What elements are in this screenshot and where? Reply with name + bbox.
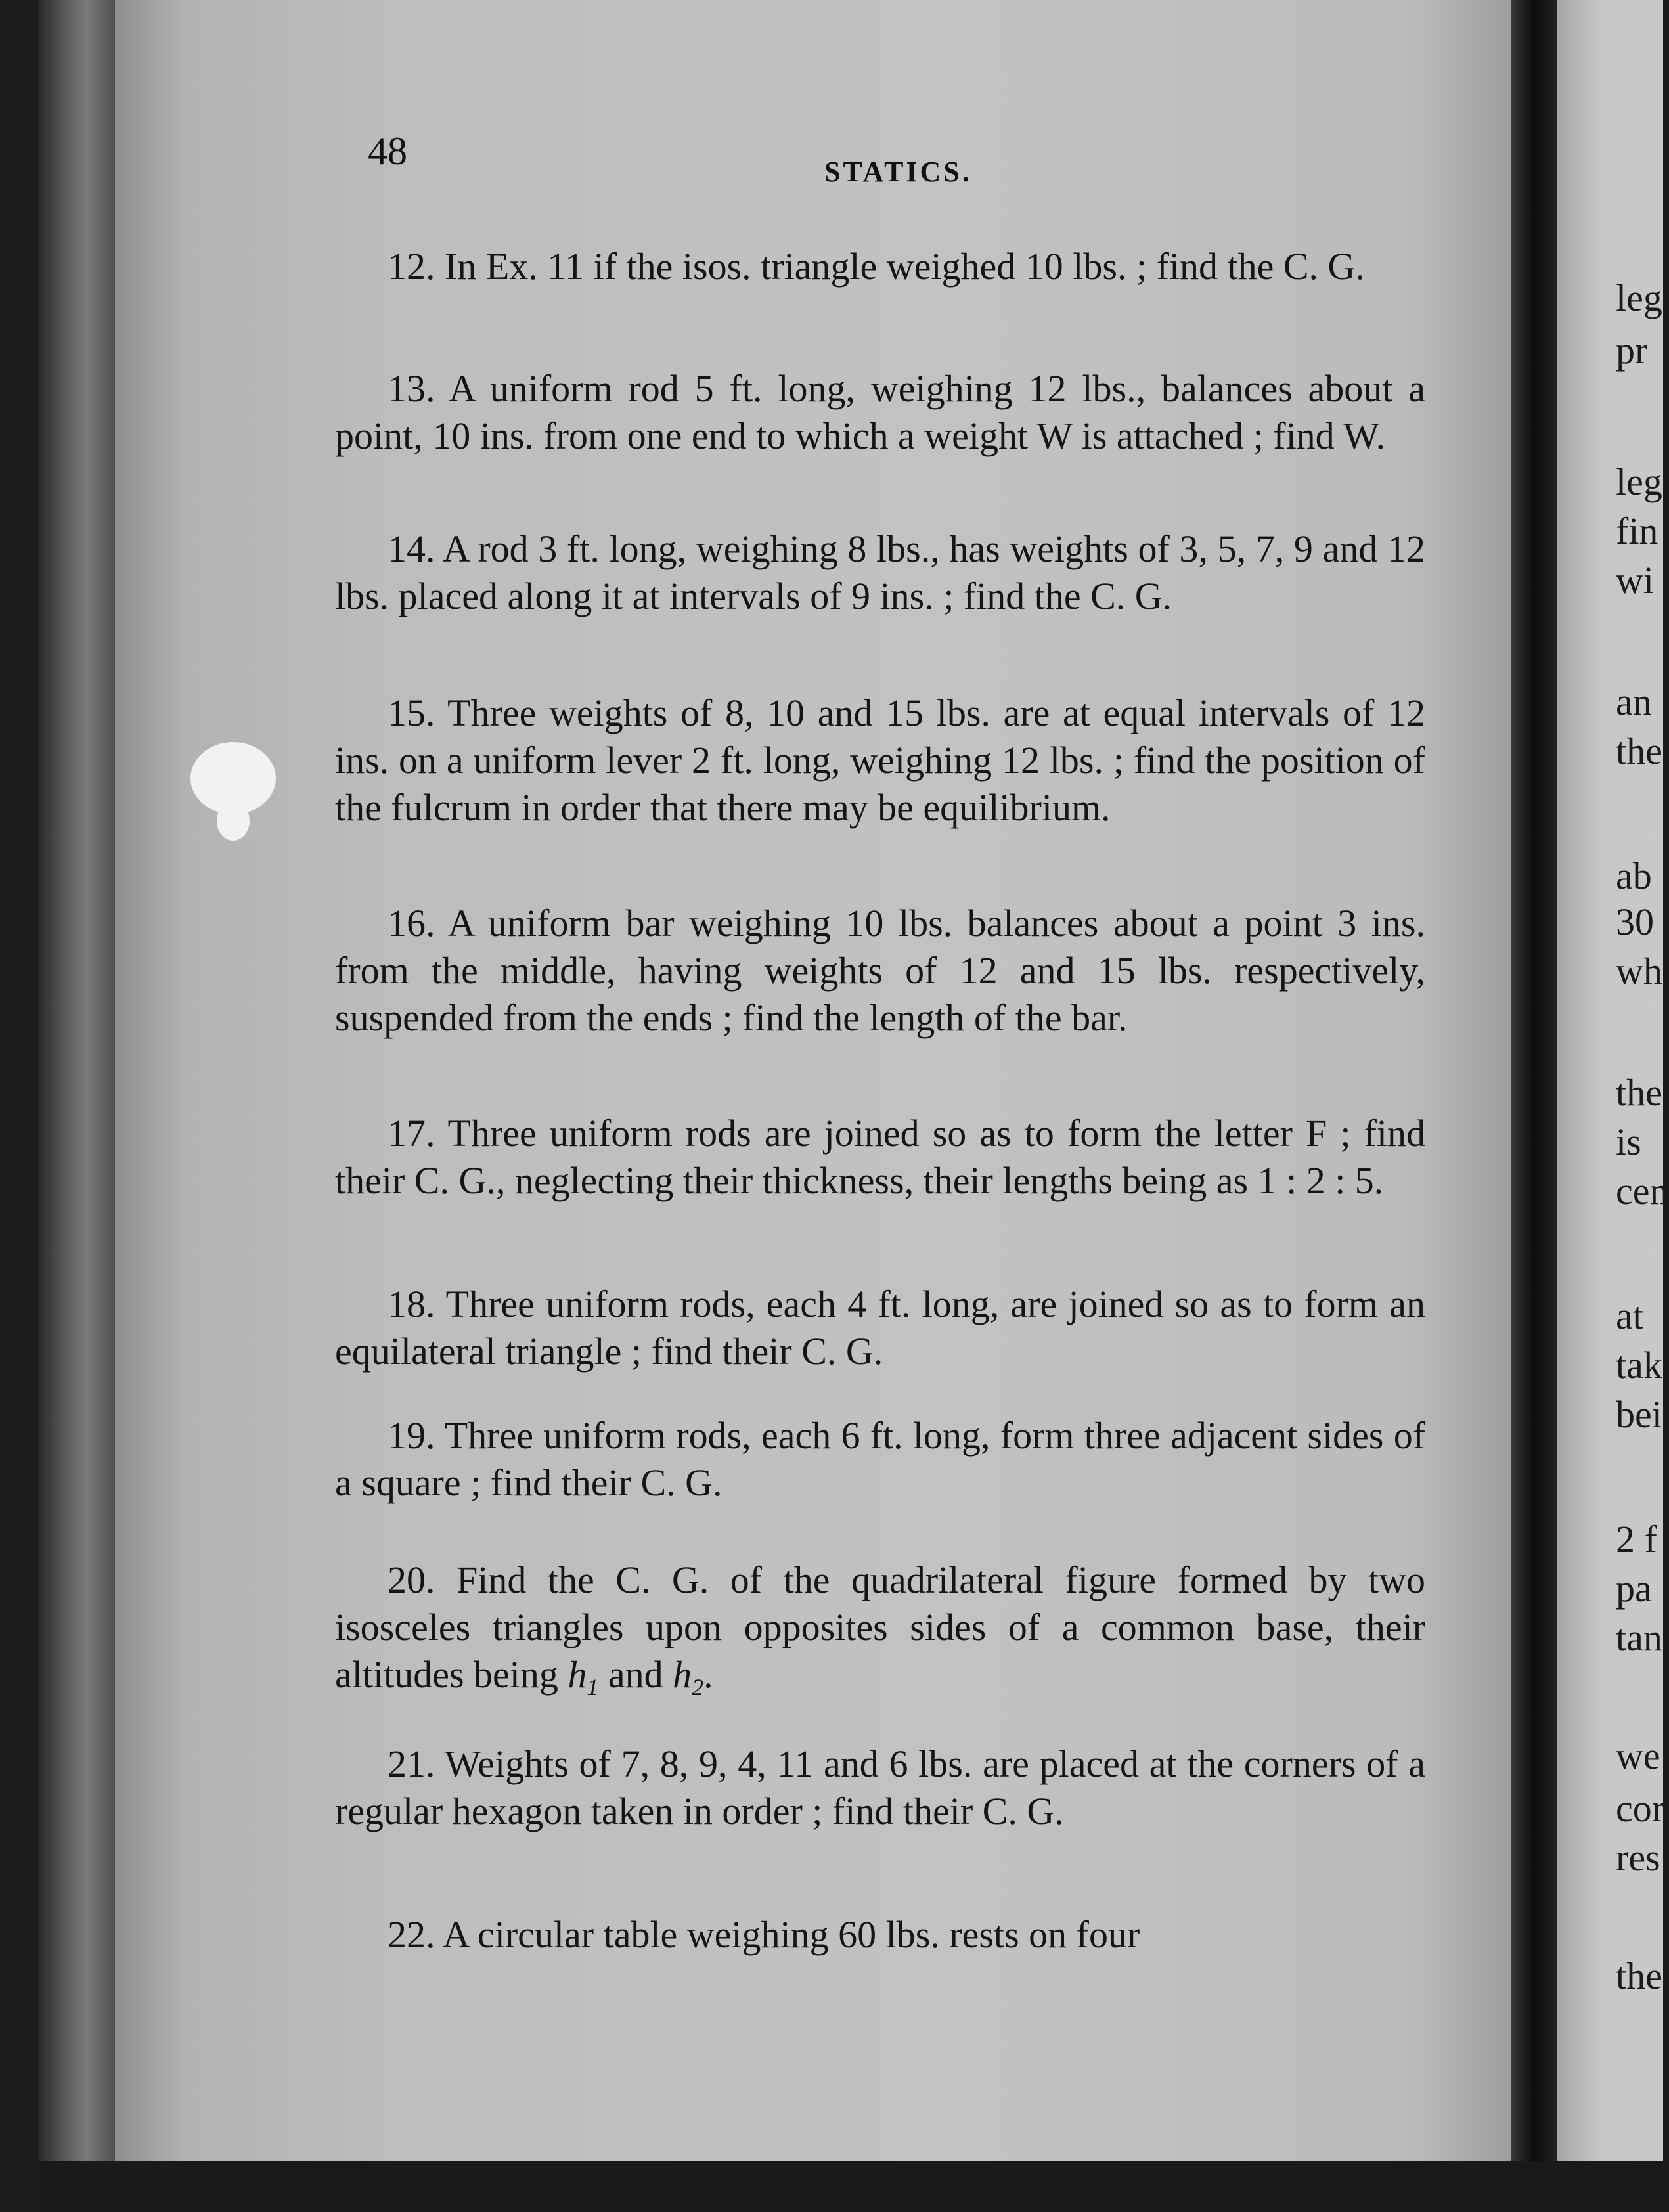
next-page-fragment: at [1616, 1294, 1643, 1337]
exercise-number: 22. [388, 1913, 435, 1956]
subscript: 1 [587, 1674, 599, 1700]
next-page-fragment: the [1616, 730, 1662, 772]
next-page-fragment: an [1616, 680, 1652, 723]
exercise-text: In Ex. 11 if the isos. triangle weighed 10 lbs. ; find the C. G. [445, 245, 1365, 288]
exercise-18 [335, 1281, 1425, 1375]
exercise-text: A uniform bar weighing 10 lbs. balances about a point 3 ins. from the middle, having weights of 12 and 15 lbs. respectively, suspended from the ends ; find the length of the bar. [335, 902, 1425, 1039]
running-head: STATICS. [824, 156, 972, 188]
exercise-number: 15. [388, 692, 435, 734]
next-page-fragment: leg [1616, 276, 1662, 319]
next-page-fragment: res [1616, 1836, 1660, 1879]
page-number: 48 [368, 129, 407, 173]
subscript: 2 [692, 1674, 704, 1700]
exercise-22 [335, 1911, 1425, 1958]
exercise-text: . [703, 1653, 713, 1696]
next-page-fragment: wi [1616, 559, 1654, 602]
book-binding-edge [39, 0, 118, 2212]
exercise-text: A rod 3 ft. long, weighing 8 lbs., has weights of 3, 5, 7, 9 and 12 lbs. placed along it at intervals of 9 ins. ; find the C. G. [335, 527, 1425, 617]
exercise-text: and [598, 1653, 673, 1696]
next-page-fragment: cen [1616, 1170, 1669, 1212]
next-page-fragment: is [1616, 1120, 1641, 1163]
next-page-fragment: tak [1616, 1344, 1662, 1386]
next-page-fragment: cor [1616, 1787, 1665, 1830]
next-page-fragment: tan [1616, 1616, 1662, 1659]
next-page-fragment: pr [1616, 329, 1648, 372]
exercise-number: 12. [388, 245, 435, 288]
exercise-21 [335, 1740, 1425, 1835]
exercise-19 [335, 1412, 1425, 1507]
next-page-fragment: wh [1616, 950, 1662, 992]
next-page-fragment: ab [1616, 854, 1652, 897]
exercise-number: 16. [388, 902, 435, 944]
next-page-fragment: the [1616, 1071, 1662, 1114]
exercise-text: A circular table weighing 60 lbs. rests on four [442, 1913, 1140, 1956]
altitude-symbol: h [673, 1653, 692, 1696]
exercise-17 [335, 1110, 1425, 1205]
exercise-text: Three uniform rods are joined so as to form the letter F ; find their C. G., neglecting their thickness, their lengths being as 1 : 2 : 5. [335, 1112, 1425, 1202]
scan-bottom-edge [39, 2161, 1663, 2212]
exercise-16 [335, 900, 1425, 1042]
book-gutter [1511, 0, 1557, 2212]
next-page-fragment: 30 [1616, 900, 1654, 943]
exercise-number: 20. [388, 1559, 435, 1601]
exercise-text: Three uniform rods, each 4 ft. long, are joined so as to form an equilateral triangle ; find their C. G. [335, 1283, 1425, 1373]
exercise-text: Three weights of 8, 10 and 15 lbs. are at equal intervals of 12 ins. on a uniform lever 2 ft. long, weighing 12 lbs. ; find the position of the fulcrum in order that there may be equilibrium. [335, 692, 1425, 829]
next-page-fragment: we [1616, 1735, 1660, 1777]
next-page-fragment: fin [1616, 510, 1658, 552]
exercise-15 [335, 690, 1425, 831]
exercise-text: A uniform rod 5 ft. long, weighing 12 lbs., balances about a point, 10 ins. from one end to which a weight W is attached ; find W. [335, 367, 1426, 457]
next-page-fragment: the [1616, 1955, 1662, 1997]
exercise-12 [335, 243, 1425, 290]
exercise-number: 17. [388, 1112, 435, 1155]
altitude-symbol: h [567, 1653, 587, 1696]
next-page-fragment: pa [1616, 1567, 1652, 1610]
exercise-13 [335, 365, 1425, 460]
next-page-fragment: leg [1616, 460, 1662, 503]
next-page-fragment: bei [1616, 1393, 1662, 1436]
exercise-text: Find the C. G. of the quadrilateral figure formed by two isosceles triangles upon opposites sides of a common base, their altitudes being [335, 1559, 1425, 1696]
exercise-14 [335, 525, 1425, 620]
next-page-fragment: 2 f [1616, 1518, 1657, 1560]
left-page [115, 0, 1521, 2161]
exercise-number: 13. [388, 367, 435, 410]
exercise-number: 18. [388, 1283, 435, 1325]
exercise-number: 21. [388, 1742, 435, 1785]
exercise-number: 19. [388, 1414, 435, 1457]
exercise-20 [335, 1557, 1425, 1711]
paper-blemish [217, 801, 250, 841]
exercise-number: 14. [388, 527, 435, 570]
exercise-text: Weights of 7, 8, 9, 4, 11 and 6 lbs. are placed at the corners of a regular hexagon taken in order ; find their C. G. [335, 1742, 1425, 1832]
exercise-text: Three uniform rods, each 6 ft. long, form three adjacent sides of a square ; find their C. G. [335, 1414, 1426, 1504]
